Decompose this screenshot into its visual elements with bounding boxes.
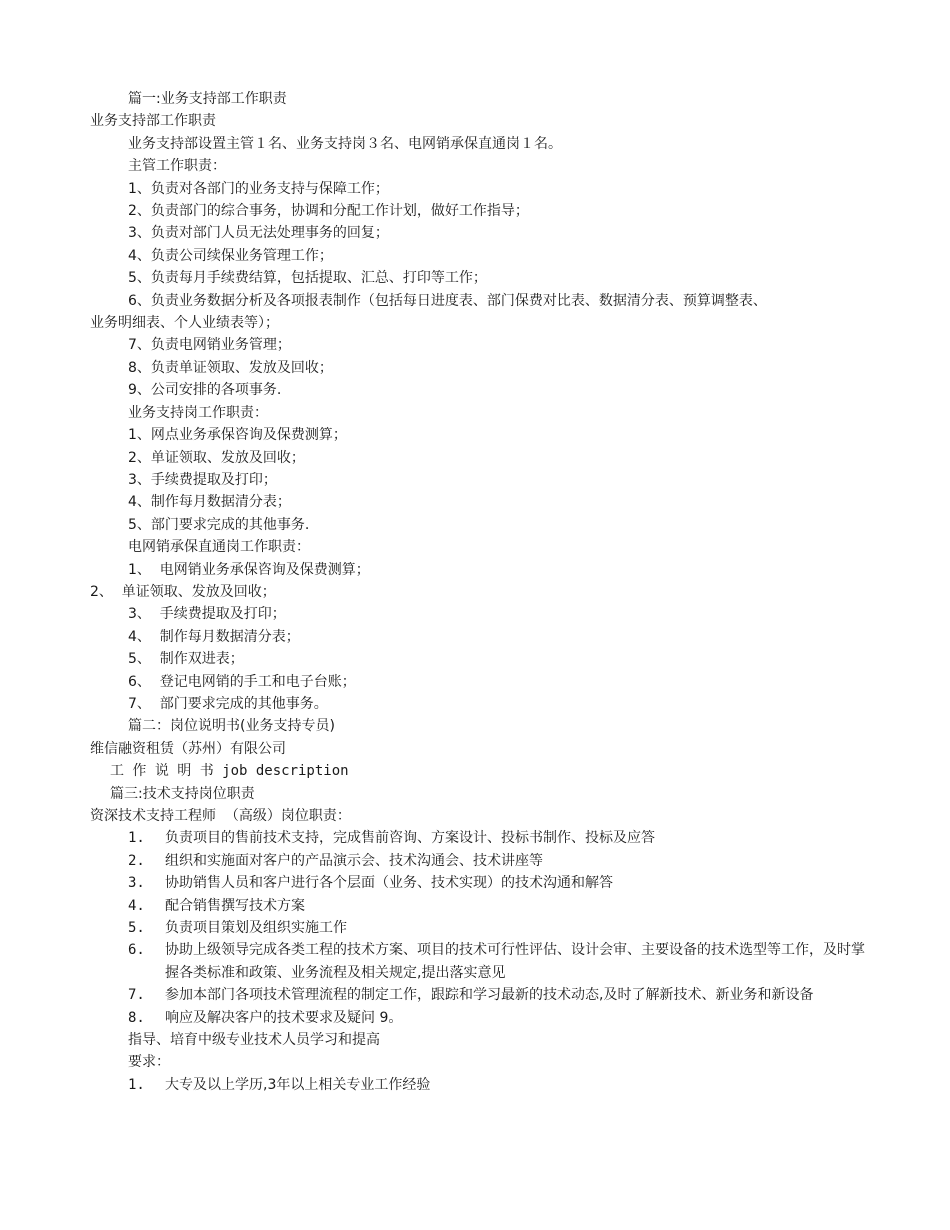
grid-item: 1、 电网销业务承保咨询及保费测算；: [128, 561, 370, 578]
duty-item: [90, 1007, 870, 1029]
grid-item: 3、 手续费提取及打印；: [128, 606, 286, 623]
supervisor-item: 9、公司安排的各项事务.: [128, 382, 282, 399]
duty-number: 7.: [128, 987, 145, 1004]
duty-text: 组织和实施面对客户的产品演示会、技术沟通会、技术讲座等: [165, 852, 543, 869]
duty-item: [90, 827, 870, 849]
supervisor-item: 4、负责公司续保业务管理工作；: [128, 247, 333, 264]
company-name: 维信融资租赁（苏州）有限公司: [90, 740, 286, 757]
duty-item: [90, 917, 870, 939]
role-title: 资深技术支持工程师 （高级）岗位职责：: [90, 808, 351, 824]
supervisor-item: 6、负责业务数据分析及各项报表制作（包括每日进度表、部门保费对比表、数据清分表、预算调整表、: [128, 292, 767, 309]
grid-item: 4、 制作每月数据清分表；: [128, 628, 300, 645]
supervisor-item: 5、负责每月手续费结算，包括提取、汇总、打印等工作；: [128, 270, 487, 287]
duty-text: 协助上级领导完成各类工程的技术方案、项目的技术可行性评估、设计会审、主要设备的技术选型等工作，及时掌握各类标准和政策、业务流程及相关规定,提出落实意见: [165, 942, 865, 981]
duty-item: [90, 939, 870, 984]
requirements-heading: 要求：: [128, 1054, 170, 1071]
supervisor-item: 3、负责对部门人员无法处理事务的回复；: [128, 225, 389, 242]
grid-item: 7、 部门要求完成的其他事务。: [128, 695, 328, 712]
duty-number: 4.: [128, 897, 145, 914]
duty-item: [90, 872, 870, 894]
section3-heading: 篇三:技术支持岗位职责: [110, 785, 255, 802]
support-item: 5、部门要求完成的其他事务.: [128, 516, 310, 533]
grid-heading: 电网销承保直通岗工作职责：: [128, 539, 310, 556]
duty-text: 响应及解决客户的技术要求及疑问 9。: [165, 1009, 403, 1026]
duty-item: [90, 850, 870, 872]
grid-item: 6、 登记电网销的手工和电子台账；: [128, 673, 356, 690]
grid-item: 2、 单证领取、发放及回收；: [90, 583, 276, 600]
duty-number: 2.: [128, 852, 145, 869]
guidance-line: 指导、培育中级专业技术人员学习和提高: [128, 1032, 380, 1049]
requirement-text: 大专及以上学历,3年以上相关专业工作经验: [165, 1076, 431, 1093]
requirement-item: [90, 1074, 870, 1096]
document-page: [90, 88, 870, 1096]
duty-number: 1.: [128, 830, 145, 847]
duty-text: 负责项目策划及组织实施工作: [165, 920, 347, 937]
duty-number: 3.: [128, 875, 145, 892]
duty-text: 负责项目的售前技术支持，完成售前咨询、方案设计、投标书制作、投标及应答: [165, 830, 655, 847]
supervisor-item: 7、负责电网销业务管理；: [128, 337, 291, 354]
duty-text: 参加本部门各项技术管理流程的制定工作，跟踪和学习最新的技术动态,及时了解新技术、新业务和新设备: [165, 987, 814, 1004]
duty-text: 协助销售人员和客户进行各个层面（业务、技术实现）的技术沟通和解答: [165, 875, 613, 892]
section1-intro: 业务支持部设置主管１名、业务支持岗３名、电网销承保直通岗１名。: [128, 135, 562, 152]
support-item: 3、手续费提取及打印；: [128, 471, 277, 488]
supervisor-heading: 主管工作职责：: [128, 158, 226, 175]
section1-heading: 篇一:业务支持部工作职责: [128, 91, 287, 107]
support-heading: 业务支持岗工作职责：: [128, 404, 268, 421]
supervisor-item: 1、负责对各部门的业务支持与保障工作；: [128, 180, 389, 197]
job-description-title: 工 作 说 明 书 job description: [110, 763, 349, 780]
duty-number: 5.: [128, 920, 145, 937]
section2-heading: 篇二：岗位说明书(业务支持专员): [128, 718, 335, 735]
support-item: 2、单证领取、发放及回收；: [128, 449, 305, 466]
requirement-number: 1.: [128, 1076, 145, 1093]
duty-text: 配合销售撰写技术方案: [165, 897, 305, 914]
section1-title: 业务支持部工作职责: [90, 113, 216, 130]
support-item: 4、制作每月数据清分表；: [128, 494, 291, 511]
supervisor-item: 8、负责单证领取、发放及回收；: [128, 359, 333, 376]
grid-item: 5、 制作双进表；: [128, 651, 244, 668]
supervisor-item-continuation: 业务明细表、个人业绩表等）；: [90, 315, 279, 332]
duty-item: [90, 984, 870, 1006]
duty-number: 6.: [128, 942, 145, 959]
supervisor-item: 2、负责部门的综合事务，协调和分配工作计划，做好工作指导；: [128, 203, 529, 220]
duty-number: 8.: [128, 1009, 145, 1026]
support-item: 1、网点业务承保咨询及保费测算；: [128, 427, 347, 444]
duty-item: [90, 895, 870, 917]
